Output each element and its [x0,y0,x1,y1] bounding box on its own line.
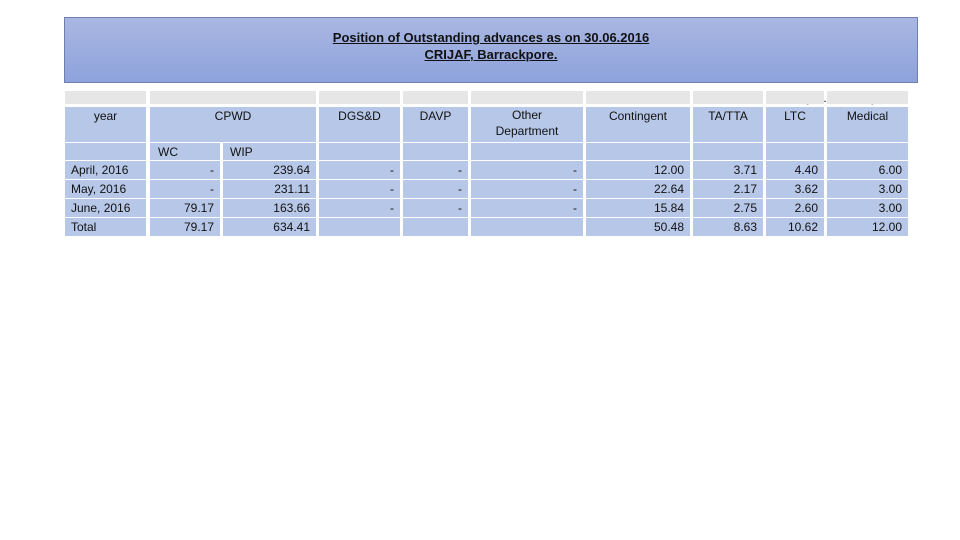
row-2-year: May, 2016 [65,180,146,198]
row-1-wip: 239.64 [223,161,316,179]
row-3-medical: 3.00 [827,199,908,217]
row-2-other: - [471,180,583,198]
row-1-medical: 6.00 [827,161,908,179]
subheader-dgsd [319,143,400,160]
row-4-dgsd [319,218,400,236]
header-strip-davp [403,91,468,104]
row-4-year: Total [65,218,146,236]
row-4-tatta: 8.63 [693,218,763,236]
row-1-dgsd: - [319,161,400,179]
subheader-other [471,143,583,160]
row-3-year: June, 2016 [65,199,146,217]
row-2-davp: - [403,180,468,198]
row-2-contingent: 22.64 [586,180,690,198]
subheader-davp [403,143,468,160]
header-tatta: TA/TTA [693,107,763,142]
row-3-davp: - [403,199,468,217]
header-dgsd: DGS&D [319,107,400,142]
subheader-wc: WC [150,143,220,160]
subheader-ltc [766,143,824,160]
row-2-wc: - [150,180,220,198]
row-3-wip: 163.66 [223,199,316,217]
row-3-ltc: 2.60 [766,199,824,217]
row-1-tatta: 3.71 [693,161,763,179]
header-ltc: LTC [766,107,824,142]
row-4-medical: 12.00 [827,218,908,236]
row-4-contingent: 50.48 [586,218,690,236]
row-3-wc: 79.17 [150,199,220,217]
header-other: Other Department [471,107,583,142]
header-cpwd: CPWD [150,107,316,142]
row-3-tatta: 2.75 [693,199,763,217]
subheader-contingent [586,143,690,160]
header-strip-wc [150,91,316,104]
page-title: Position of Outstanding advances as on 30.06.2016 [332,30,650,45]
row-1-year: April, 2016 [65,161,146,179]
row-4-davp [403,218,468,236]
row-3-other: - [471,199,583,217]
row-3-contingent: 15.84 [586,199,690,217]
header-medical: Medical [827,107,908,142]
row-2-medical: 3.00 [827,180,908,198]
row-2-wip: 231.11 [223,180,316,198]
row-1-ltc: 4.40 [766,161,824,179]
row-2-ltc: 3.62 [766,180,824,198]
header-strip-dgsd [319,91,400,104]
header-strip-year [65,91,146,104]
header-strip-other [471,91,583,104]
row-4-other [471,218,583,236]
subheader-tatta [693,143,763,160]
row-3-dgsd: - [319,199,400,217]
page-subtitle: CRIJAF, Barrackpore. [424,47,558,62]
row-1-contingent: 12.00 [586,161,690,179]
subheader-medical [827,143,908,160]
header-davp: DAVP [403,107,468,142]
header-strip-ltc [766,91,824,104]
subheader-wip: WIP [223,143,316,160]
row-2-dgsd: - [319,180,400,198]
header-strip-contingent [586,91,690,104]
row-4-ltc: 10.62 [766,218,824,236]
header-year: year [65,107,146,142]
header-contingent: Contingent [586,107,690,142]
subheader-year [65,143,146,160]
row-2-tatta: 2.17 [693,180,763,198]
row-4-wip: 634.41 [223,218,316,236]
row-1-wc: - [150,161,220,179]
header-strip-medical [827,91,908,104]
header-strip-tatta [693,91,763,104]
row-4-wc: 79.17 [150,218,220,236]
row-1-davp: - [403,161,468,179]
page-title-banner [64,17,918,83]
row-1-other: - [471,161,583,179]
